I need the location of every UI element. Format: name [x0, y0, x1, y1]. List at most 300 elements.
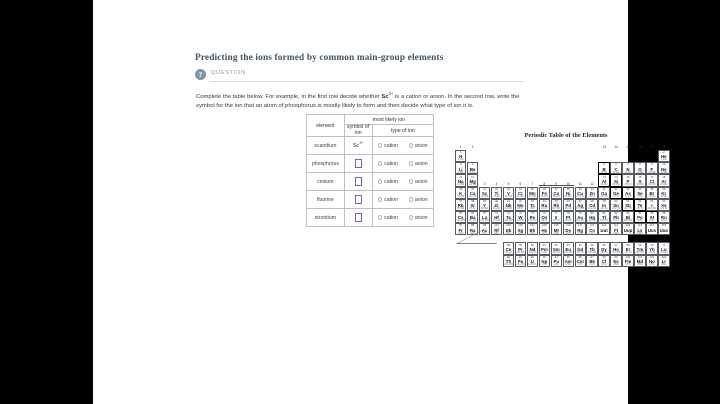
- radio-anion-icon[interactable]: [409, 215, 413, 219]
- element-symbol: Tl: [602, 215, 607, 221]
- atomic-mass: 174.967: [659, 251, 668, 254]
- element-symbol: Er: [625, 246, 631, 252]
- atomic-number: 50: [614, 200, 618, 204]
- atomic-number: 96: [578, 255, 582, 259]
- element-symbol: Es: [613, 258, 619, 264]
- atomic-mass: 6.941: [457, 171, 464, 174]
- atomic-number: 20: [471, 187, 475, 191]
- atomic-mass: 232.038: [504, 263, 513, 266]
- atomic-number: 110: [566, 224, 571, 228]
- atomic-mass: 50.942: [504, 195, 512, 198]
- element-symbol: Na: [457, 178, 464, 184]
- atomic-mass: (222): [661, 220, 667, 223]
- element-cell-U: [527, 255, 538, 267]
- element-cell-As: [622, 187, 633, 199]
- atomic-mass: 131.29: [660, 208, 668, 211]
- group-number-9: 9: [555, 181, 558, 186]
- atomic-mass: (252): [613, 263, 619, 266]
- prompt-text-b: is a cation or anion. In the second row,: [393, 93, 496, 100]
- radio-option-anion[interactable]: [409, 179, 428, 185]
- ion-symbol-input[interactable]: [355, 177, 362, 186]
- atomic-number: 89: [483, 224, 487, 228]
- atomic-number: 78: [566, 212, 570, 216]
- atomic-mass: 162.50: [600, 251, 608, 254]
- atomic-mass: 72.61: [613, 195, 619, 198]
- atomic-mass: 22.990: [457, 183, 465, 186]
- element-cell-Eu: [563, 242, 574, 254]
- element-name-cell: [307, 173, 345, 191]
- atomic-mass: 9.012: [469, 171, 476, 174]
- ion-type-cell: [372, 209, 433, 227]
- atomic-mass: 137.327: [468, 220, 477, 223]
- element-symbol: P: [626, 178, 630, 184]
- element-cell-Ru: [539, 199, 550, 211]
- atomic-mass: 58.693: [564, 195, 572, 198]
- element-symbol: O: [638, 166, 642, 172]
- ion-symbol-cell[interactable]: [344, 173, 372, 191]
- atomic-number: 81: [602, 212, 606, 216]
- atomic-number: 44: [542, 200, 546, 204]
- element-cell-Pd: [563, 199, 574, 211]
- element-cell-Fr: [455, 223, 466, 235]
- radio-cation-label: cation: [384, 196, 398, 203]
- atomic-number: 118: [661, 224, 666, 228]
- radio-anion-icon[interactable]: [409, 143, 413, 147]
- element-cell-Bh: [527, 223, 538, 235]
- atomic-number: 90: [506, 255, 510, 259]
- element-cell-La: [479, 211, 490, 223]
- atomic-mass: 114.82: [600, 208, 608, 211]
- atomic-mass: 26.982: [600, 183, 608, 186]
- question-label: QUESTION: [211, 70, 246, 76]
- atomic-mass: 127.60: [636, 208, 644, 211]
- element-name-cell: [307, 191, 345, 209]
- element-symbol: He: [661, 154, 667, 160]
- atomic-number: 102: [649, 255, 655, 259]
- periodic-row-6: [455, 211, 679, 223]
- element-cell-Ir: [551, 211, 562, 223]
- atomic-number: 62: [554, 243, 558, 247]
- element-name: fluorine: [316, 196, 334, 203]
- radio-cation-icon[interactable]: [378, 197, 382, 201]
- element-symbol: Y: [483, 203, 487, 209]
- group-number-18: 18: [662, 145, 666, 149]
- atomic-mass: 196.967: [576, 220, 585, 223]
- element-cell-He: [658, 150, 669, 162]
- element-cell-Pr: [515, 242, 526, 254]
- element-cell-N: [622, 162, 633, 174]
- atomic-number: 116: [637, 224, 643, 228]
- element-cell-Sr: [467, 199, 478, 211]
- element-symbol: No: [648, 258, 655, 264]
- element-cell-W: [515, 211, 526, 223]
- periodic-row-5: [455, 199, 679, 211]
- atomic-mass: (244): [553, 263, 559, 266]
- atomic-number: 38: [471, 200, 475, 204]
- atomic-number: 37: [459, 200, 463, 204]
- atomic-number: 71: [662, 243, 666, 247]
- element-cell-Ta: [503, 211, 514, 223]
- atomic-number: 58: [506, 243, 510, 247]
- element-cell-Li: [455, 162, 466, 174]
- radio-option-cation[interactable]: [378, 161, 398, 167]
- group-number-8: 8: [543, 181, 546, 186]
- element-name: scandium: [314, 142, 337, 149]
- element-cell-Cl: [646, 171, 657, 186]
- atomic-mass: (251): [601, 263, 607, 266]
- element-symbol: Zr: [494, 203, 499, 209]
- atomic-mass: 91.224: [493, 208, 501, 211]
- element-cell-Uut: [598, 223, 609, 235]
- element-cell-H: [455, 150, 466, 162]
- group-number-16: 16: [638, 145, 642, 149]
- element-symbol: Ho: [613, 246, 619, 252]
- element-symbol: Th: [505, 258, 512, 264]
- atomic-mass: 1.008: [457, 159, 464, 162]
- atomic-number: 77: [554, 212, 558, 216]
- element-cell-Pb: [610, 211, 621, 223]
- atomic-mass: 158.925: [587, 251, 597, 254]
- element-symbol: Tc: [529, 203, 535, 209]
- ion-symbol-cell[interactable]: [344, 191, 372, 209]
- element-cell-Dy: [598, 242, 609, 254]
- atomic-mass: 40.078: [469, 195, 477, 198]
- element-symbol: K: [459, 190, 463, 196]
- atomic-number: 52: [638, 200, 642, 204]
- atomic-number: 65: [590, 243, 594, 247]
- element-cell-Tc: [527, 199, 538, 211]
- radio-option-cation[interactable]: [378, 197, 398, 203]
- atomic-number: 108: [542, 224, 547, 228]
- group-number-13: 13: [602, 145, 606, 149]
- atomic-mass: (289): [613, 232, 619, 235]
- element-cell-Th: [503, 255, 514, 267]
- element-cell-Pm: [539, 242, 550, 254]
- atomic-number: 107: [530, 224, 535, 228]
- element-symbol: Ni: [566, 190, 571, 196]
- radio-option-cation[interactable]: [378, 215, 398, 221]
- radio-option-anion[interactable]: [409, 215, 428, 221]
- ion-type-choices: [373, 209, 433, 226]
- element-symbol: Bk: [589, 258, 595, 264]
- atomic-number: 82: [614, 212, 618, 216]
- element-cell-Ds: [563, 223, 574, 235]
- radio-anion-label: anion: [414, 160, 428, 167]
- radio-option-anion[interactable]: [409, 161, 428, 167]
- element-cell-Fe: [539, 187, 550, 199]
- header-divider: [209, 81, 524, 82]
- element-symbol: Md: [636, 258, 644, 264]
- atomic-number: 22: [495, 187, 499, 191]
- element-cell-At: [646, 211, 657, 223]
- element-symbol: Fr: [458, 227, 463, 233]
- table-header-row-1: [307, 115, 434, 125]
- atomic-mass: 58.933: [552, 195, 560, 198]
- group-number-2: 2: [471, 145, 474, 149]
- atomic-number: 7: [627, 163, 629, 167]
- radio-cation-icon[interactable]: [378, 143, 382, 147]
- ion-type-choices: [373, 137, 433, 154]
- element-cell-Se: [634, 187, 645, 199]
- atomic-number: 98: [602, 255, 606, 259]
- atomic-mass: 55.933: [540, 195, 548, 198]
- atomic-mass: 204.383: [599, 220, 609, 223]
- atomic-number: 49: [602, 200, 606, 204]
- radio-anion-icon[interactable]: [409, 179, 413, 183]
- atomic-number: 13: [602, 175, 606, 179]
- atomic-mass: 121.757: [623, 208, 633, 211]
- element-cell-Re: [527, 211, 538, 223]
- prompt-ion-charge: 3+: [388, 91, 394, 96]
- atomic-number: 53: [650, 200, 654, 204]
- element-symbol: Al: [601, 178, 607, 184]
- element-cell-Np: [539, 255, 550, 267]
- element-symbol: Sm: [552, 246, 560, 252]
- atomic-mass: (262): [661, 263, 667, 266]
- atomic-mass: 10.811: [600, 171, 608, 174]
- atomic-mass: 95.94: [517, 208, 524, 211]
- element-cell-Al: [598, 171, 609, 186]
- ion-symbol-input[interactable]: [355, 213, 362, 222]
- atomic-mass: 140.115: [504, 251, 513, 254]
- radio-option-anion[interactable]: [409, 143, 428, 149]
- atomic-number: 114: [613, 224, 619, 228]
- atomic-mass: 238.029: [528, 263, 537, 266]
- atomic-number: 64: [578, 243, 582, 247]
- element-cell-Uuo: [658, 223, 669, 235]
- atomic-number: 35: [650, 187, 654, 191]
- periodic-table-f-block: [455, 242, 693, 266]
- element-symbol: As: [625, 190, 631, 196]
- f-block-row-lanthanides: [455, 242, 693, 254]
- radio-anion-icon[interactable]: [409, 197, 413, 201]
- element-symbol: Rb: [457, 203, 464, 209]
- element-cell-Pu: [551, 255, 562, 267]
- atomic-number: 109: [554, 224, 559, 228]
- element-cell-Nd: [527, 242, 538, 254]
- table-row: [307, 209, 434, 227]
- atomic-mass: 178.49: [493, 220, 501, 223]
- atomic-mass: (209): [637, 220, 643, 223]
- atomic-mass: 144.24: [528, 251, 536, 254]
- element-cell-Bi: [622, 211, 633, 223]
- element-cell-Ne: [658, 162, 669, 174]
- element-cell-Cd: [586, 199, 597, 211]
- atomic-number: 72: [495, 212, 499, 216]
- atomic-mass: 32.066: [636, 183, 644, 186]
- element-symbol: Ti: [494, 190, 499, 196]
- element-cell-Uus: [646, 223, 657, 235]
- element-symbol: La: [482, 215, 488, 221]
- element-symbol: Se: [637, 190, 643, 196]
- element-symbol: Uup: [623, 227, 633, 233]
- atomic-mass: 69.723: [600, 195, 608, 198]
- group-number-11: 11: [578, 181, 582, 186]
- radio-option-anion[interactable]: [409, 197, 428, 203]
- element-symbol: Cl: [649, 178, 655, 184]
- atomic-number: 67: [614, 243, 618, 247]
- atomic-number: 5: [603, 163, 605, 167]
- atomic-mass: 164.930: [611, 251, 621, 254]
- ion-charge-value: 3+: [359, 141, 364, 146]
- element-cell-Si: [610, 171, 621, 186]
- element-symbol: Ta: [506, 215, 511, 221]
- element-symbol: Si: [613, 178, 619, 184]
- atomic-mass: (223): [458, 232, 464, 235]
- atomic-mass: 106.42: [564, 208, 572, 211]
- element-cell-Cs: [455, 211, 466, 223]
- element-symbol: Sg: [517, 227, 524, 233]
- periodic-table-grid: [455, 145, 679, 235]
- ion-symbol-cell[interactable]: [344, 155, 372, 173]
- group-number-4: 4: [495, 181, 498, 186]
- element-cell-Rn: [658, 211, 669, 223]
- radio-option-cation[interactable]: [378, 143, 398, 149]
- atomic-number: 74: [518, 212, 522, 216]
- element-symbol: Ir: [554, 215, 558, 221]
- atomic-number: 24: [518, 187, 522, 191]
- element-name: strontium: [314, 214, 337, 221]
- atomic-mass: (277): [589, 232, 595, 235]
- ion-symbol-input[interactable]: [355, 159, 362, 168]
- element-symbol: Rg: [577, 227, 584, 233]
- element-cell-K: [455, 187, 466, 199]
- element-symbol: Np: [541, 258, 548, 264]
- atomic-mass: 14.007: [624, 171, 632, 174]
- atomic-number: 91: [518, 255, 522, 259]
- atomic-number: 4: [471, 163, 474, 167]
- element-symbol: Au: [577, 215, 584, 221]
- element-symbol: Pb: [613, 215, 619, 221]
- element-symbol: V: [507, 190, 510, 196]
- element-cell-Na: [455, 171, 466, 186]
- atomic-number: 40: [495, 200, 499, 204]
- atomic-number: 103: [661, 255, 667, 259]
- ion-type-cell: [372, 191, 433, 209]
- atomic-mass: 39.098: [457, 195, 465, 198]
- atomic-mass: (261): [493, 232, 500, 235]
- element-cell-Tm: [634, 242, 645, 254]
- atomic-mass: 87.62: [469, 208, 476, 211]
- table-row: [307, 137, 434, 155]
- atomic-mass: (265): [541, 232, 548, 235]
- element-cell-Pt: [563, 211, 574, 223]
- element-cell-Fl: [610, 223, 621, 235]
- atomic-number: 56: [471, 212, 475, 216]
- element-symbol: Ge: [613, 190, 619, 196]
- atomic-number: 113: [601, 224, 607, 228]
- element-symbol: Br: [649, 190, 655, 196]
- element-symbol: Rn: [660, 215, 667, 221]
- atomic-number: 14: [614, 175, 618, 179]
- atomic-mass: (272): [577, 232, 583, 235]
- atomic-number: 43: [530, 200, 534, 204]
- atomic-mass: 47.88: [493, 195, 500, 198]
- element-symbol: Lr: [661, 258, 667, 264]
- group-number-3: 3: [483, 181, 486, 186]
- atomic-mass: 92.906: [504, 208, 512, 211]
- element-symbol: In: [602, 203, 607, 209]
- radio-cation-label: cation: [384, 178, 398, 185]
- element-cell-Tb: [586, 242, 597, 254]
- ion-symbol-input[interactable]: [355, 195, 362, 204]
- radio-cation-icon[interactable]: [378, 215, 382, 219]
- periodic-row-2: [455, 162, 679, 174]
- element-symbol: Ds: [565, 227, 572, 233]
- element-symbol: Be: [469, 166, 476, 172]
- atomic-mass: (237): [541, 263, 548, 266]
- atomic-number: 1: [459, 151, 462, 155]
- atomic-mass: 190.2: [541, 220, 548, 223]
- element-symbol: Ba: [469, 215, 476, 221]
- element-cell-Ce: [503, 242, 514, 254]
- element-symbol: Pr: [518, 246, 523, 252]
- atomic-mass: 85.468: [457, 208, 465, 211]
- atomic-number: 26: [542, 187, 546, 191]
- element-cell-Rg: [575, 223, 586, 235]
- atomic-mass: (262): [505, 232, 512, 235]
- ion-symbol-cell[interactable]: [344, 209, 372, 227]
- atomic-mass: (210): [649, 220, 655, 223]
- radio-cation-icon[interactable]: [378, 161, 382, 165]
- element-cell-O: [634, 162, 645, 174]
- element-cell-Lr: [658, 255, 669, 267]
- group-number-6: 6: [519, 181, 522, 186]
- table-row: [307, 173, 434, 191]
- atomic-number: 55: [459, 212, 463, 216]
- element-cell-Hs: [539, 223, 550, 235]
- element-symbol: Cn: [589, 227, 596, 233]
- element-cell-Au: [575, 211, 586, 223]
- atomic-mass: (258): [637, 263, 643, 266]
- atomic-mass: 88.906: [481, 208, 489, 211]
- radio-option-cation[interactable]: [378, 179, 398, 185]
- element-symbol: Eu: [565, 246, 572, 252]
- element-symbol: Ar: [661, 178, 667, 184]
- element-cell-Sc: [479, 187, 490, 199]
- atomic-mass: 112.411: [588, 208, 597, 211]
- element-cell-Mg: [467, 171, 478, 186]
- element-cell-F: [646, 162, 657, 174]
- element-symbol: Cf: [601, 258, 607, 264]
- radio-cation-icon[interactable]: [378, 179, 382, 183]
- element-symbol: Cd: [589, 203, 596, 209]
- atomic-number: 16: [638, 175, 642, 179]
- header-most-likely-ion: most likely ion: [344, 115, 433, 125]
- element-symbol: Ra: [469, 227, 476, 233]
- element-cell-Os: [539, 211, 550, 223]
- element-cell-Xe: [658, 199, 669, 211]
- radio-anion-icon[interactable]: [409, 161, 413, 165]
- atomic-number: 32: [614, 187, 618, 191]
- atomic-mass: (226): [469, 232, 476, 235]
- element-cell-Cm: [575, 255, 586, 267]
- element-symbol: Zn: [589, 190, 595, 196]
- atomic-number: 47: [578, 200, 582, 204]
- element-symbol: Re: [529, 215, 536, 221]
- atomic-mass: (227): [481, 232, 488, 235]
- atomic-mass: 132.905: [456, 220, 465, 223]
- atomic-number: 106: [518, 224, 523, 228]
- element-cell-Ba: [467, 211, 478, 223]
- periodic-table-title: Periodic Table of the Elements: [524, 132, 608, 139]
- atomic-number: 3: [459, 163, 462, 167]
- element-cell-Cu: [575, 187, 586, 199]
- atomic-mass: 207.2: [613, 220, 619, 223]
- atomic-number: 87: [459, 224, 463, 228]
- element-cell-Br: [646, 187, 657, 199]
- element-symbol: At: [649, 215, 655, 221]
